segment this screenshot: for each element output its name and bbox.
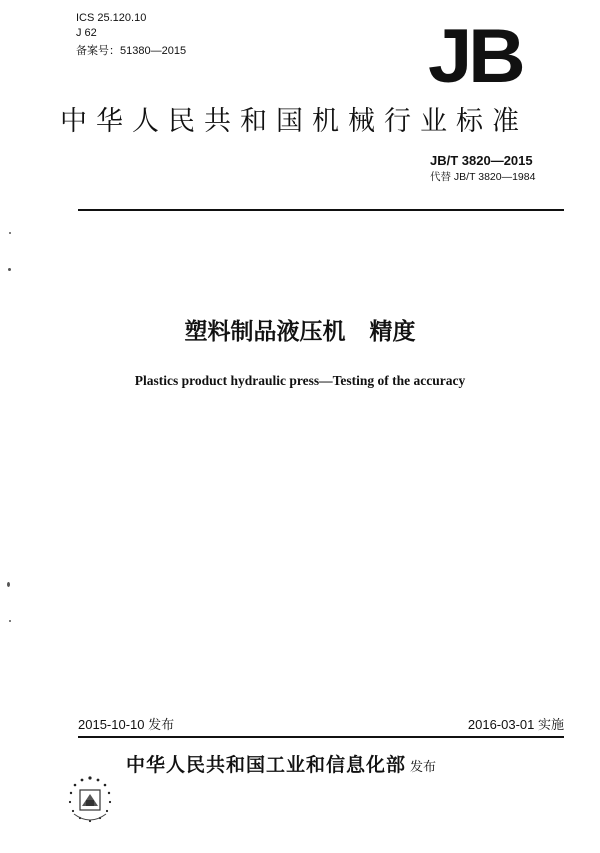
issuing-authority	[126, 751, 586, 782]
ministry-seal-icon	[60, 770, 120, 830]
effective-date: 2016-03-01 实施	[467, 717, 564, 732]
issuer-name: 中华人民共和国工业和信息化部	[126, 754, 407, 776]
jb-logo: JB	[428, 14, 522, 99]
classification-code: J 62	[76, 27, 97, 39]
issue-date: 2015-10-10 发布	[78, 717, 175, 732]
scan-speck	[7, 582, 10, 587]
document-title-english: Plastics product hydraulic press—Testing of the accuracy	[134, 373, 466, 388]
ics-code: ICS 25.120.10	[76, 12, 147, 24]
scan-speck	[9, 620, 11, 622]
standard-number: JB/T 3820—2015	[430, 153, 533, 168]
issuer-suffix: 发布	[410, 760, 437, 775]
scan-speck	[8, 268, 11, 271]
top-divider	[78, 209, 564, 211]
filing-number: 备案号：51380—2015	[76, 45, 187, 57]
document-title-chinese: 塑料制品液压机 精度	[184, 319, 416, 345]
industry-standard-title: 中华人民共和国机械行业标准	[60, 106, 528, 137]
scan-speck	[9, 232, 11, 234]
bottom-divider	[78, 736, 564, 738]
replaced-standard: 代替 JB/T 3820—1984	[430, 171, 536, 183]
